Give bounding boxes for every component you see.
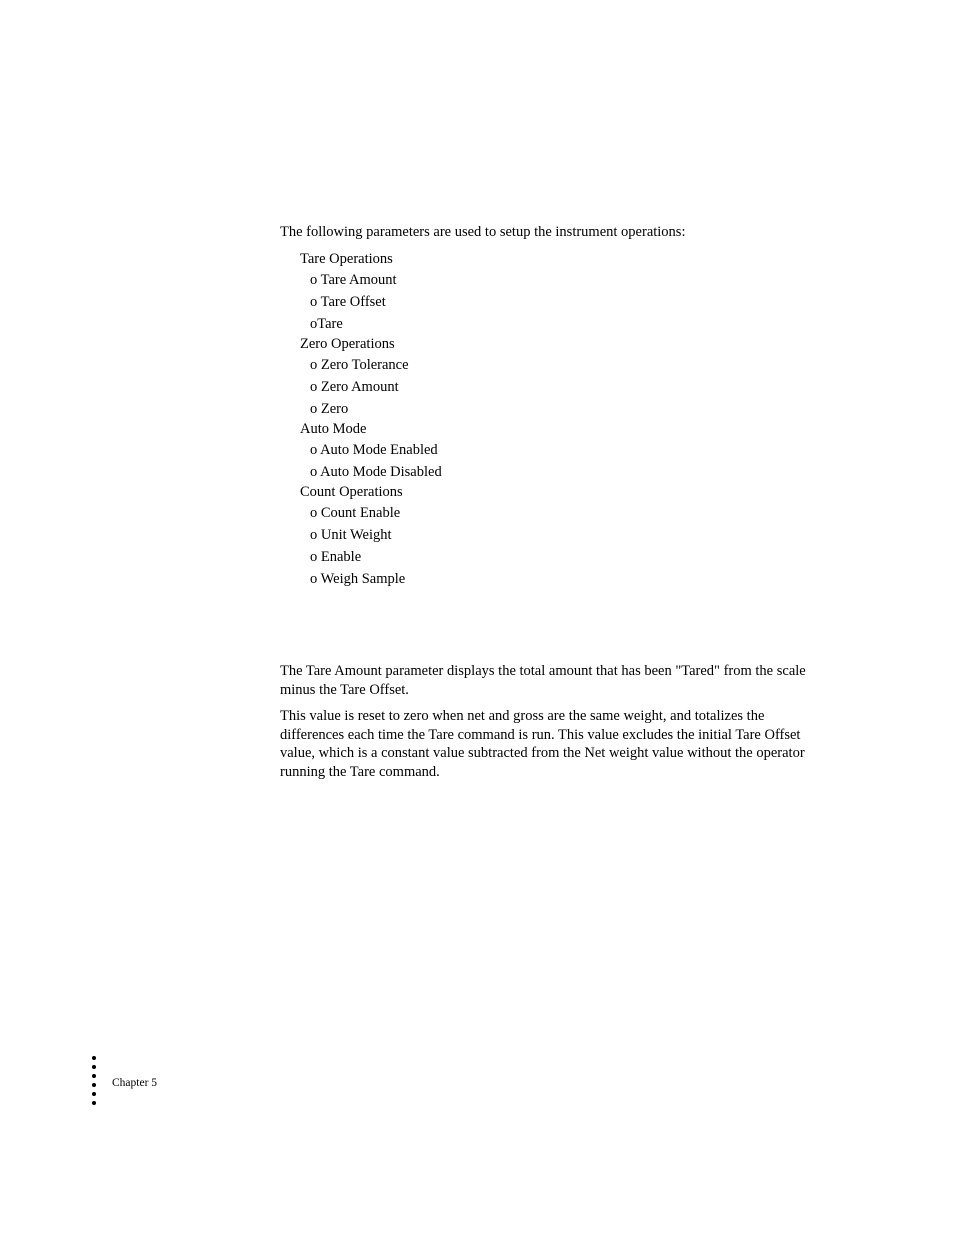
outline-item: o Auto Mode Disabled [310,464,442,480]
outline-item: o Zero [310,401,349,417]
outline-item: o Count Enable [310,505,401,521]
outline-item: o Unit Weight [310,527,392,543]
footer-dot [92,1074,96,1078]
footer-dot [92,1092,96,1096]
parameter-outline [300,250,442,590]
outline-group-count [300,483,442,590]
outline-group-tare [300,250,442,335]
outline-item: o Tare Offset [310,294,386,310]
outline-group-title: Auto Mode [300,421,367,437]
outline-item: o Auto Mode Enabled [310,442,438,458]
outline-group-title: Zero Operations [300,336,395,352]
outline-group-zero [300,335,442,420]
footer-dot-rule [92,1056,98,1110]
tare-amount-details: This value is reset to zero when net and gross are the same weight, and totalizes the differences each time the Tare command is run. This value excludes the initial Tare Offset value, which is a constant value subtracted from the Net weight value without the operator running the Tare command. [280,708,805,780]
outline-group-title: Count Operations [300,484,403,500]
outline-subitems [300,502,442,590]
tare-amount-description: The Tare Amount parameter displays the total amount that has been "Tared" from the scale minus the Tare Offset. [280,663,806,698]
outline-group-title: Tare Operations [300,251,393,267]
footer-dot [92,1083,96,1087]
outline-subitems [300,439,442,483]
outline-item: o Zero Tolerance [310,357,409,373]
footer-dot [92,1101,96,1105]
chapter-label: Chapter 5 [112,1077,158,1089]
footer-dot [92,1056,96,1060]
outline-item: o Zero Amount [310,379,399,395]
footer-dot [92,1065,96,1069]
outline-subitems [300,269,442,335]
outline-item: o Enable [310,549,362,565]
outline-subitems [300,354,442,420]
outline-group-auto-mode [300,420,442,483]
outline-item: o Tare Amount [310,272,397,288]
outline-item: o Weigh Sample [310,571,406,587]
outline-item: oTare [310,316,343,332]
intro-text: The following parameters are used to setup the instrument operations: [280,224,686,240]
